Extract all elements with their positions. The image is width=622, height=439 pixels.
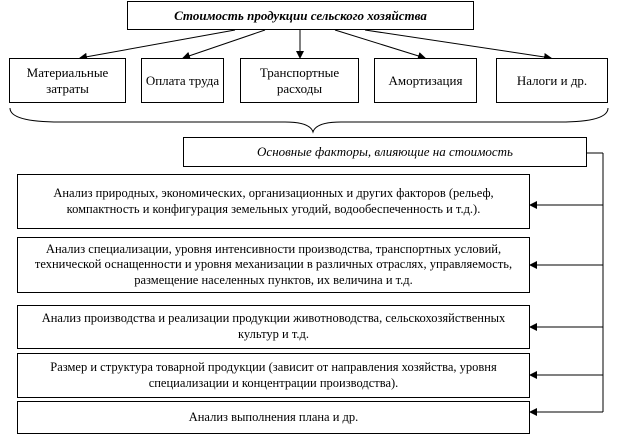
analysis-box-plan-fulfillment <box>17 401 530 434</box>
analysis-box-specialization <box>17 237 530 293</box>
category-box-transport-costs <box>240 58 359 103</box>
title-box <box>127 1 474 30</box>
category-label: Оплата труда <box>145 72 220 88</box>
brace-shape <box>10 108 608 132</box>
category-label: Материальные затраты <box>26 64 109 96</box>
analysis-box-natural-factors <box>17 174 530 229</box>
analysis-text: Анализ специализации, уровня интенсивности производства, транспортных условий, технической оснащенности и уровня механизации в различных отраслях, управляемость, размещение населенных пунктов, их величина и т.д. <box>34 241 513 287</box>
category-box-depreciation <box>374 58 477 103</box>
analysis-text: Размер и структура товарной продукции (зависит от направления хозяйства, уровня специализации и концентрации производства). <box>50 359 497 390</box>
category-box-taxes <box>496 58 608 103</box>
factors-title: Основные факторы, влияющие на стоимость <box>257 144 513 160</box>
analysis-text: Анализ природных, экономических, организационных и других факторов (рельеф, компактность и конфигурация земельных угодий, водообеспеченность и т.д.). <box>53 185 494 216</box>
category-label: Налоги и др. <box>516 72 588 88</box>
title-text: Стоимость продукции сельского хозяйства <box>174 7 427 23</box>
category-label: Транспортные расходы <box>259 64 340 96</box>
analysis-box-commodity-structure <box>17 353 530 398</box>
category-label: Амортизация <box>388 72 463 88</box>
category-box-labor-pay <box>141 58 224 103</box>
factor-connector-lines <box>530 153 603 412</box>
factors-box <box>183 137 587 167</box>
analysis-text: Анализ выполнения плана и др. <box>188 409 359 424</box>
analysis-text: Анализ производства и реализации продукции животноводства, сельскохозяйственных культур и т.д. <box>41 311 506 341</box>
analysis-box-production <box>17 305 530 349</box>
title-to-category-arrows <box>80 30 551 58</box>
category-box-material-costs <box>9 58 126 103</box>
